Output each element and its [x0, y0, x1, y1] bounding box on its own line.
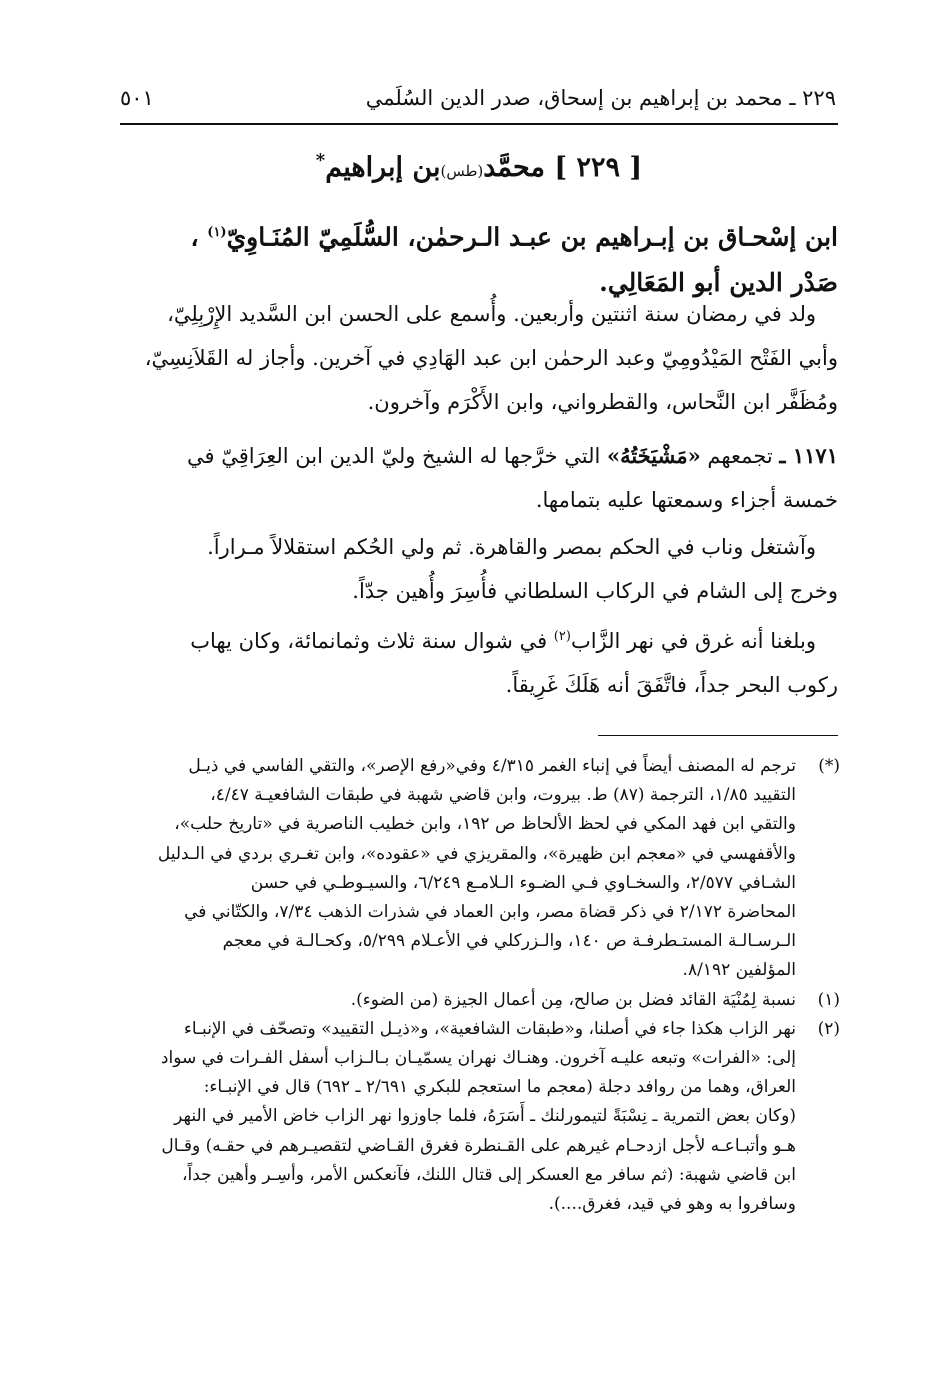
footnote-line: إلى: «الفرات» وتبعه عليـه آخرون. وهنـاك نهران يسمّيـان بـالـزاب أسفل الفـرات في سواد — [160, 1048, 796, 1069]
footnote-ref-2[interactable]: (٢) — [553, 629, 571, 644]
item-number: ١١٧١ ـ — [779, 443, 838, 468]
running-title: ٢٢٩ ـ محمد بن إبراهيم بن إسحاق، صدر الدين السُلَمي — [365, 86, 836, 110]
lineage-line — [110, 210, 838, 260]
text-run: التي خرَّجها له الشيخ وليّ الدين ابن العِرَاقِيّ في — [187, 444, 607, 468]
text-line — [110, 434, 838, 478]
entry-title-prefix: [ ٢٢٩ ] محمَّد — [483, 152, 643, 183]
footnote-ref-1[interactable]: (١) — [207, 225, 227, 240]
footnote-line: ترجم له المصنف أيضاً في إنباء الغمر ٤/٣١٥ وفي«رفع الإصر»، والتقي الفاسي في ذيـل — [188, 756, 796, 776]
footnote-line: الشـافي ٢/٥٧٧، والسخـاوي فـي الضـوء الـلامـع ٦/٢٤٩، والسيـوطـي في حسن — [250, 872, 796, 893]
paragraph-death — [110, 615, 838, 707]
page-number: ٥٠١ — [120, 86, 154, 110]
footnote-marker: (٢) — [817, 1018, 840, 1039]
entry-title-suffix: بن إبراهيم — [325, 152, 441, 183]
footnotes — [102, 752, 840, 1219]
text-line: خمسة أجزاء وسمعتها عليه بتمامها. — [535, 488, 838, 512]
footnote-marker: (*) — [818, 756, 840, 776]
footnote-line: والتقي ابن فهد المكي في لحظ الألحاظ ص ١٩٢، وابن خطيب الناصرية في «تاريخ حلب»، — [174, 814, 796, 835]
lineage-line: صَدْر الدين أبو المَعَالِي. — [599, 268, 838, 298]
footnote-line: وسافروا به وهو في قيد، فغرق....). — [548, 1194, 796, 1215]
footnote-rule — [598, 735, 838, 736]
footnote-line: والأقفهسي في «معجم ابن ظهيرة»، والمقريزي في «عقوده»، وابن تغـري بردي في الـدليل — [157, 843, 796, 864]
text-line — [110, 615, 838, 663]
paragraph-career — [110, 525, 838, 613]
footnote-line: نهر الزاب هكذا جاء في أصلنا، و«طبقات الشافعية»، و«ذيـل التقييد» وتصحّف في الإنبـاء — [183, 1018, 796, 1039]
text-line: وأبي الفَتْح المَيْدُومِيّ وعبد الرحمٰن ابن عبد الهَادِي في آخرين. وأجاز له القَلاَنِسِيّ، — [144, 346, 838, 370]
paragraph-birth — [110, 292, 838, 424]
footnote-1 — [102, 986, 840, 1015]
text-line: وخرج إلى الشام في الركاب السلطاني فأُسِرَ وأُهين جدّاً. — [352, 579, 838, 603]
footnote-line: المؤلفين ٨/١٩٢. — [682, 960, 796, 981]
work-title: «مَشْيَخَتُهُ» — [606, 443, 701, 468]
text-line: ولد في رمضان سنة اثنتين وأربعين. وأُسمع على الحسن ابن السَّديد الإِرْبِلِيّ، — [167, 302, 816, 326]
text-line: ومُظَفَّر ابن النَّحاس، والقطرواني، وابن الأَكْرَم وآخرون. — [367, 390, 838, 414]
paragraph-mashyakha — [110, 434, 838, 522]
text-run: وبلغنا أنه غرق في نهر الزَّاب — [570, 629, 816, 653]
text-run: تجمعهم — [700, 444, 780, 468]
lineage-comma: ، — [190, 222, 208, 252]
text-line: وآشتغل وناب في الحكم بمصر والقاهرة. ثم ولي الحُكم استقلالاً مـراراً. — [207, 535, 816, 559]
footnote-marker: (١) — [817, 989, 840, 1010]
footnote-star — [102, 752, 840, 986]
footnote-line: الـرسـالـة المستـطرفـة ص ١٤٠، والـزركلي في الأعـلام ٥/٢٩٩، وكحـالـة في معجم — [222, 931, 796, 952]
page-header — [120, 82, 836, 122]
footnote-line: المحاضرة ٢/١٧٢ في ذكر قضاة مصر، وابن العماد في شذرات الذهب ٧/٣٤، والكتّاني في — [184, 902, 796, 923]
footnote-line: هـو وأتبـاعـه لأجل ازدحـام غيرهم على القـنطرة فغرق القـاضي لتقصيـرهم في حقـه) وقـال — [161, 1135, 796, 1156]
entry-title-star: * — [315, 150, 326, 171]
footnote-line: التقييد ١/٨٥، الترجمة (٨٧) ط. بيروت، وابن قاضي شهبة في طبقات الشافعيـة ٤/٤٧، — [210, 785, 796, 806]
footnote-line: العراق، وهما من روافد دجلة (معجم ما استعجم للبكري ٢/٦٩١ ـ ٦٩٢) قال في الإنبـاء: — [203, 1077, 796, 1098]
footnote-line: نسبة لِمُنْيَة القائد فضل بن صالح، مِن أعمال الجيزة (من الضوء). — [350, 989, 796, 1010]
footnote-2 — [102, 1015, 840, 1219]
text-run: في شوال سنة ثلاث وثمانمائة، وكان يهاب — [190, 629, 554, 653]
text-line: ركوب البحر جداً، فاتَّفَقَ أنه هَلَكَ غَرِيقاً. — [505, 673, 838, 697]
lineage-text: ابن إسْحـاق بن إبـراهيم بن عبـد الـرحمٰن، السُّلَمِيّ المُنَـاوِيّ — [226, 222, 838, 252]
footnote-line: (وكان بعض التمرية ـ نِسْبَةً لتيمورلنك ـ أَسَرَهُ، فلما جاوزوا نهر الزاب خاض الأمير في النهر — [174, 1106, 796, 1127]
entry-title — [120, 150, 838, 183]
header-rule — [120, 123, 838, 125]
footnote-line: ابن قاضي شهبة: (ثم سافر مع العسكر إلى قتال اللنك، فآنعكس الأمر، وأسِـر وأهين جداً، — [182, 1164, 796, 1185]
entry-siglum: (طس) — [440, 162, 484, 180]
